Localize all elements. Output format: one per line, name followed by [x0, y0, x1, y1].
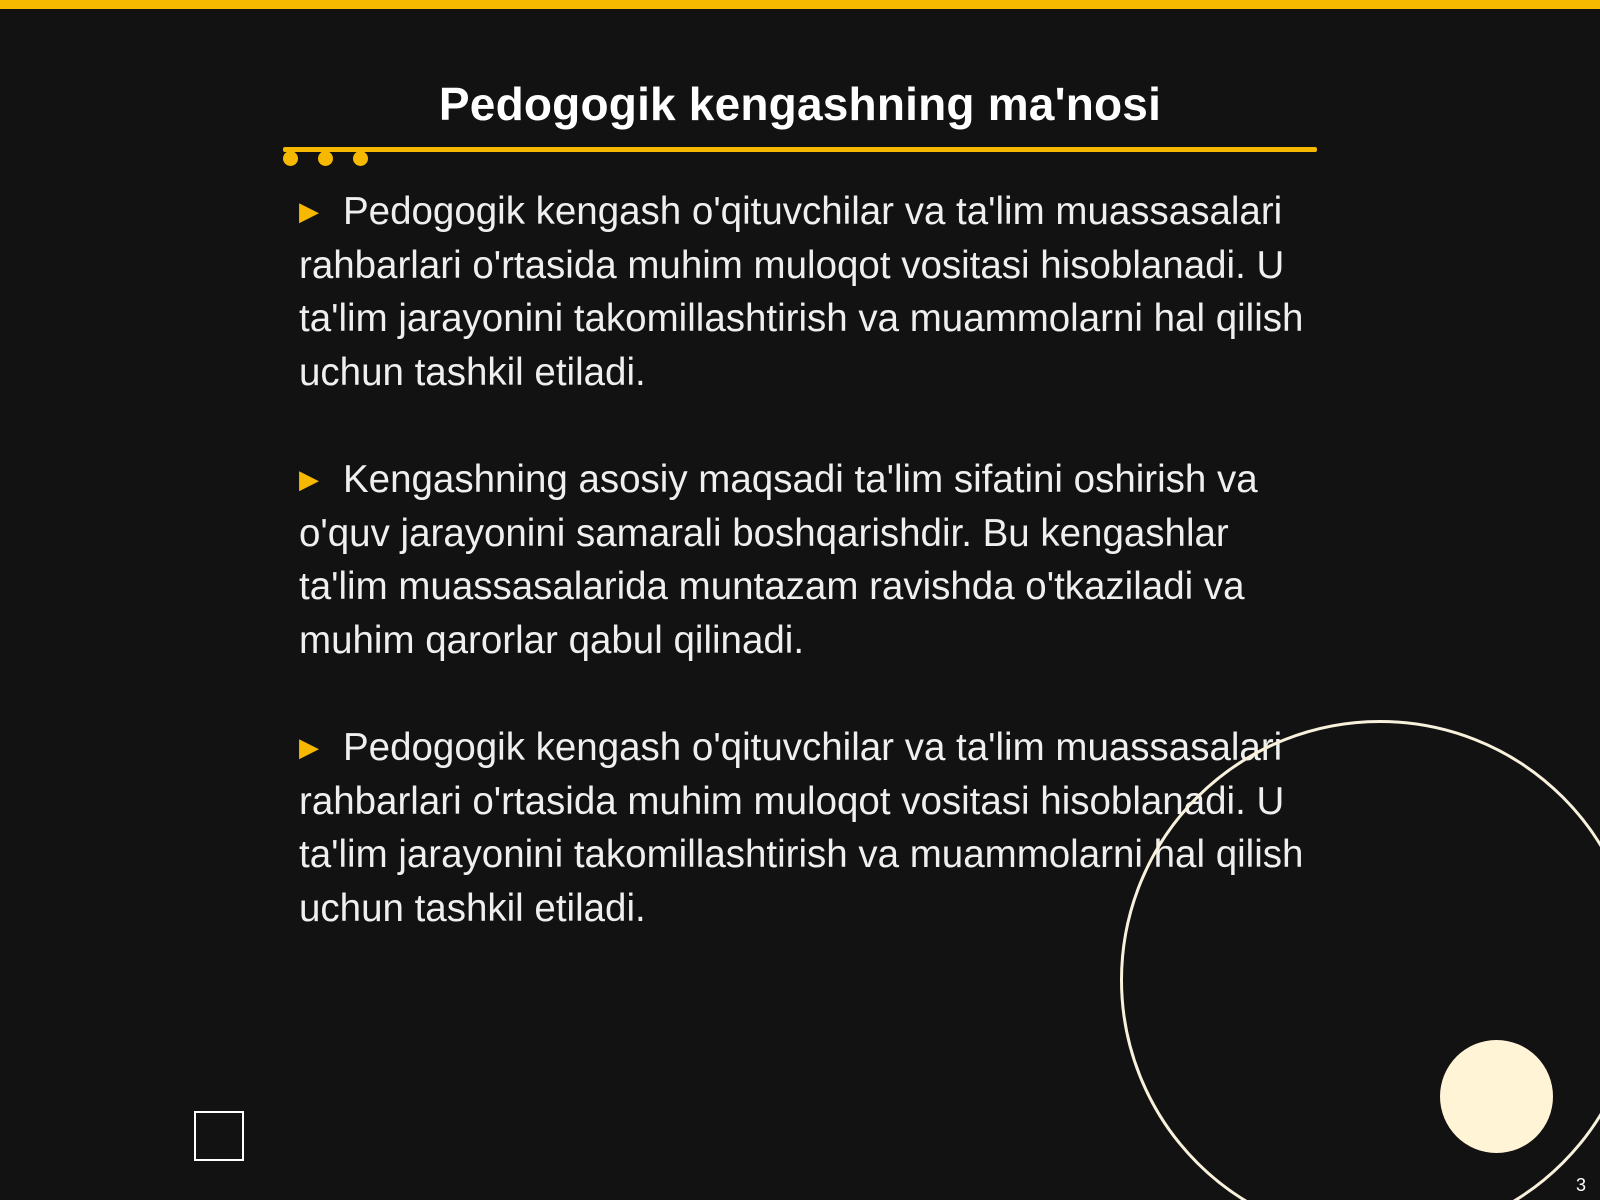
decorative-dot	[318, 151, 333, 166]
bullet-item	[299, 453, 1309, 667]
decorative-square	[194, 1111, 244, 1161]
bullet-text: Pedogogik kengash o'qituvchilar va ta'lim muassasalari rahbarlari o'rtasida muhim muloqot vositasi hisoblanadi. U ta'lim jarayonini takomillashtirish va muammolarni hal qilish uchun tashkil etiladi.	[299, 190, 1304, 394]
decorative-dot	[283, 151, 298, 166]
title-underline	[283, 147, 1317, 152]
triangle-right-icon: ▶	[299, 732, 319, 762]
bullet-text: Kengashning asosiy maqsadi ta'lim sifatini oshirish va o'quv jarayonini samarali boshqarishdir. Bu kengashlar ta'lim muassasalarida muntazam ravishda o'tkaziladi va muhim qarorlar qabul qilinadi.	[299, 458, 1258, 662]
triangle-right-icon: ▶	[299, 464, 319, 494]
bullet-text: Pedogogik kengash o'qituvchilar va ta'lim muassasalari rahbarlari o'rtasida muhim muloqot vositasi hisoblanadi. U ta'lim jarayonini takomillashtirish va muammolarni hal qilish uchun tashkil etiladi.	[299, 726, 1304, 930]
bullet-item	[299, 185, 1309, 399]
decorative-dot	[353, 151, 368, 166]
triangle-right-icon: ▶	[299, 196, 319, 226]
slide-title: Pedogogik kengashning ma'nosi	[438, 78, 1162, 130]
page-number: 3	[1575, 1175, 1586, 1195]
top-accent-bar	[0, 0, 1600, 9]
decorative-circle-filled	[1440, 1040, 1553, 1153]
